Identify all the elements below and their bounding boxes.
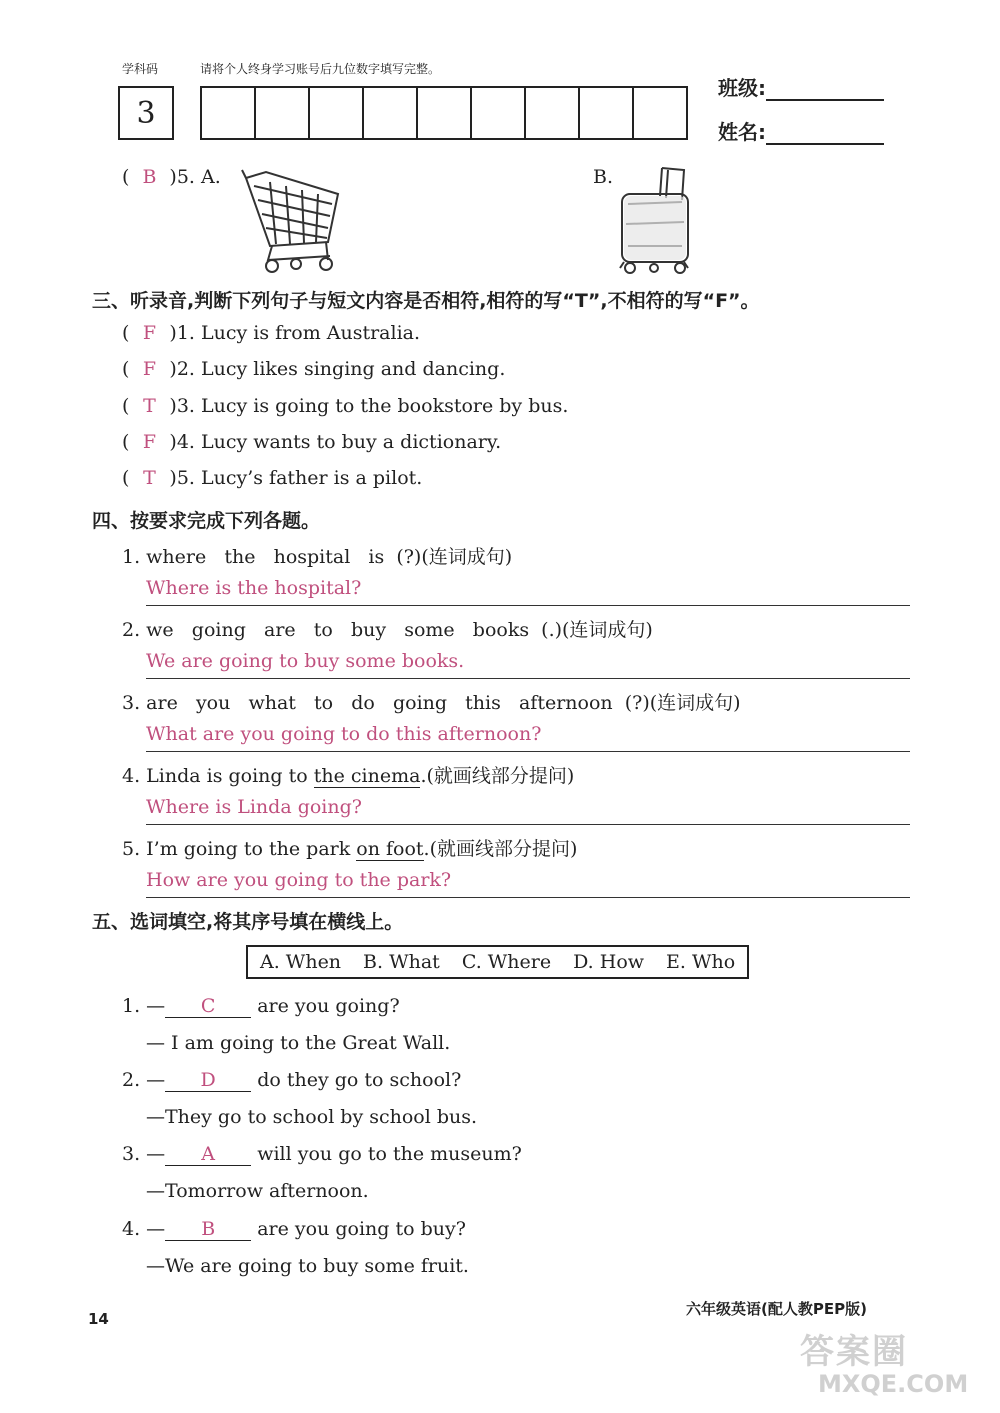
list-item: ( T )5. Lucy’s father is a pilot. bbox=[122, 467, 423, 489]
option: E. Who bbox=[666, 951, 736, 973]
class-line[interactable] bbox=[766, 79, 884, 101]
option: C. Where bbox=[461, 951, 552, 973]
prompt-instruction: .(就画线部分提问) bbox=[423, 838, 578, 860]
answer-blank[interactable]: A bbox=[165, 1143, 251, 1166]
answer: What are you going to do this afternoon? bbox=[146, 723, 542, 745]
answer-blank[interactable]: D bbox=[165, 1069, 251, 1092]
answer-line[interactable] bbox=[146, 650, 910, 679]
fill-item bbox=[122, 1143, 522, 1166]
reply-text: — I am going to the Great Wall. bbox=[146, 1032, 451, 1054]
name-field[interactable] bbox=[718, 116, 884, 145]
digit-cell[interactable] bbox=[472, 88, 526, 138]
word-options-box bbox=[246, 945, 749, 979]
fill-item bbox=[122, 1218, 466, 1241]
class-label: 班级: bbox=[718, 76, 766, 100]
section-3-title: 三、听录音,判断下列句子与短文内容是否相符,相符的写“T”,不相符的写“F”。 bbox=[92, 290, 760, 312]
list-item: ( F )4. Lucy wants to buy a dictionary. bbox=[122, 431, 502, 453]
item-num: 4. — bbox=[122, 1218, 166, 1240]
option: B. What bbox=[363, 951, 440, 973]
answer: B bbox=[142, 166, 157, 188]
item-text: )2. Lucy likes singing and dancing. bbox=[169, 358, 506, 380]
watermark-logo: 答案圈 bbox=[800, 1332, 908, 1372]
watermark-url: MXQE.COM bbox=[818, 1370, 969, 1398]
answer-blank[interactable]: B bbox=[165, 1218, 251, 1241]
item-num: 2. — bbox=[122, 1069, 166, 1091]
digit-cell[interactable] bbox=[256, 88, 310, 138]
digit-cell[interactable] bbox=[418, 88, 472, 138]
answer: F bbox=[142, 358, 157, 380]
suitcase-icon bbox=[616, 164, 696, 276]
answer: T bbox=[143, 467, 156, 489]
prompt-instruction: .(就画线部分提问) bbox=[420, 765, 575, 787]
book-title: 六年级英语(配人教PEP版) bbox=[686, 1300, 867, 1318]
fill-item bbox=[122, 995, 400, 1018]
item-text: )5. Lucy’s father is a pilot. bbox=[169, 467, 423, 489]
question-text: will you go to the museum? bbox=[257, 1143, 522, 1165]
answer: Where is the hospital? bbox=[146, 577, 362, 599]
answer-line[interactable] bbox=[146, 796, 910, 825]
item-num: 1. — bbox=[122, 995, 166, 1017]
option: D. How bbox=[573, 951, 645, 973]
digit-cell[interactable] bbox=[634, 88, 686, 138]
list-item: ( F )1. Lucy is from Australia. bbox=[122, 322, 421, 344]
answer-blank[interactable]: C bbox=[165, 995, 251, 1018]
page-number: 14 bbox=[88, 1310, 109, 1328]
reply-text: —We are going to buy some fruit. bbox=[146, 1255, 469, 1277]
underlined-phrase: on foot bbox=[356, 838, 424, 860]
subject-code-label: 学科码 bbox=[122, 62, 159, 76]
underlined-phrase: the cinema bbox=[313, 765, 421, 787]
question-text: do they go to school? bbox=[257, 1069, 462, 1091]
answer: F bbox=[142, 322, 157, 344]
answer: F bbox=[142, 431, 157, 453]
item-text: )3. Lucy is going to the bookstore by bus. bbox=[169, 395, 569, 417]
class-field[interactable] bbox=[718, 72, 884, 101]
item-num: 5. A. bbox=[176, 166, 221, 188]
item-text: )1. Lucy is from Australia. bbox=[169, 322, 421, 344]
digit-cell[interactable] bbox=[580, 88, 634, 138]
section-5-title: 五、选词填空,将其序号填在横线上。 bbox=[92, 911, 404, 933]
shopping-cart-icon bbox=[240, 164, 340, 276]
digit-cell[interactable] bbox=[310, 88, 364, 138]
item-num: 3. — bbox=[122, 1143, 166, 1165]
reply-text: —Tomorrow afternoon. bbox=[146, 1180, 369, 1202]
list-item: ( T )3. Lucy is going to the bookstore by bus. bbox=[122, 395, 569, 417]
item-text: )4. Lucy wants to buy a dictionary. bbox=[169, 431, 502, 453]
question-prompt bbox=[122, 761, 574, 788]
answer-line[interactable] bbox=[146, 723, 910, 752]
fill-item bbox=[122, 1069, 461, 1092]
subject-code-box bbox=[118, 86, 174, 140]
answer-line[interactable] bbox=[146, 577, 910, 606]
digit-cell[interactable] bbox=[202, 88, 256, 138]
answer: Where is Linda going? bbox=[146, 796, 362, 818]
prev-item-5: ( B )5. A. bbox=[122, 166, 221, 188]
prompt-text: 4. Linda is going to bbox=[122, 765, 314, 787]
section-4-title: 四、按要求完成下列各题。 bbox=[92, 510, 321, 532]
answer: How are you going to the park? bbox=[146, 869, 452, 891]
prompt-text: 5. I’m going to the park bbox=[122, 838, 357, 860]
question-prompt: 1. where the hospital is (?)(连词成句) bbox=[122, 546, 513, 568]
option-b-label: B. bbox=[593, 166, 614, 188]
question-prompt: 2. we going are to buy some books (.)(连词成句) bbox=[122, 619, 653, 641]
question-text: are you going? bbox=[257, 995, 400, 1017]
question-prompt bbox=[122, 834, 577, 861]
account-instruction: 请将个人终身学习账号后九位数字填写完整。 bbox=[200, 62, 441, 76]
account-digit-boxes[interactable] bbox=[200, 86, 688, 140]
reply-text: —They go to school by school bus. bbox=[146, 1106, 478, 1128]
subject-code: 3 bbox=[136, 95, 156, 131]
question-text: are you going to buy? bbox=[257, 1218, 466, 1240]
option: A. When bbox=[260, 951, 342, 973]
name-line[interactable] bbox=[766, 123, 884, 145]
answer-line[interactable] bbox=[146, 869, 910, 898]
name-label: 姓名: bbox=[718, 120, 766, 144]
digit-cell[interactable] bbox=[526, 88, 580, 138]
list-item: ( F )2. Lucy likes singing and dancing. bbox=[122, 358, 506, 380]
answer: We are going to buy some books. bbox=[146, 650, 465, 672]
question-prompt: 3. are you what to do going this afternoon (?)(连词成句) bbox=[122, 692, 741, 714]
answer: T bbox=[143, 395, 156, 417]
digit-cell[interactable] bbox=[364, 88, 418, 138]
